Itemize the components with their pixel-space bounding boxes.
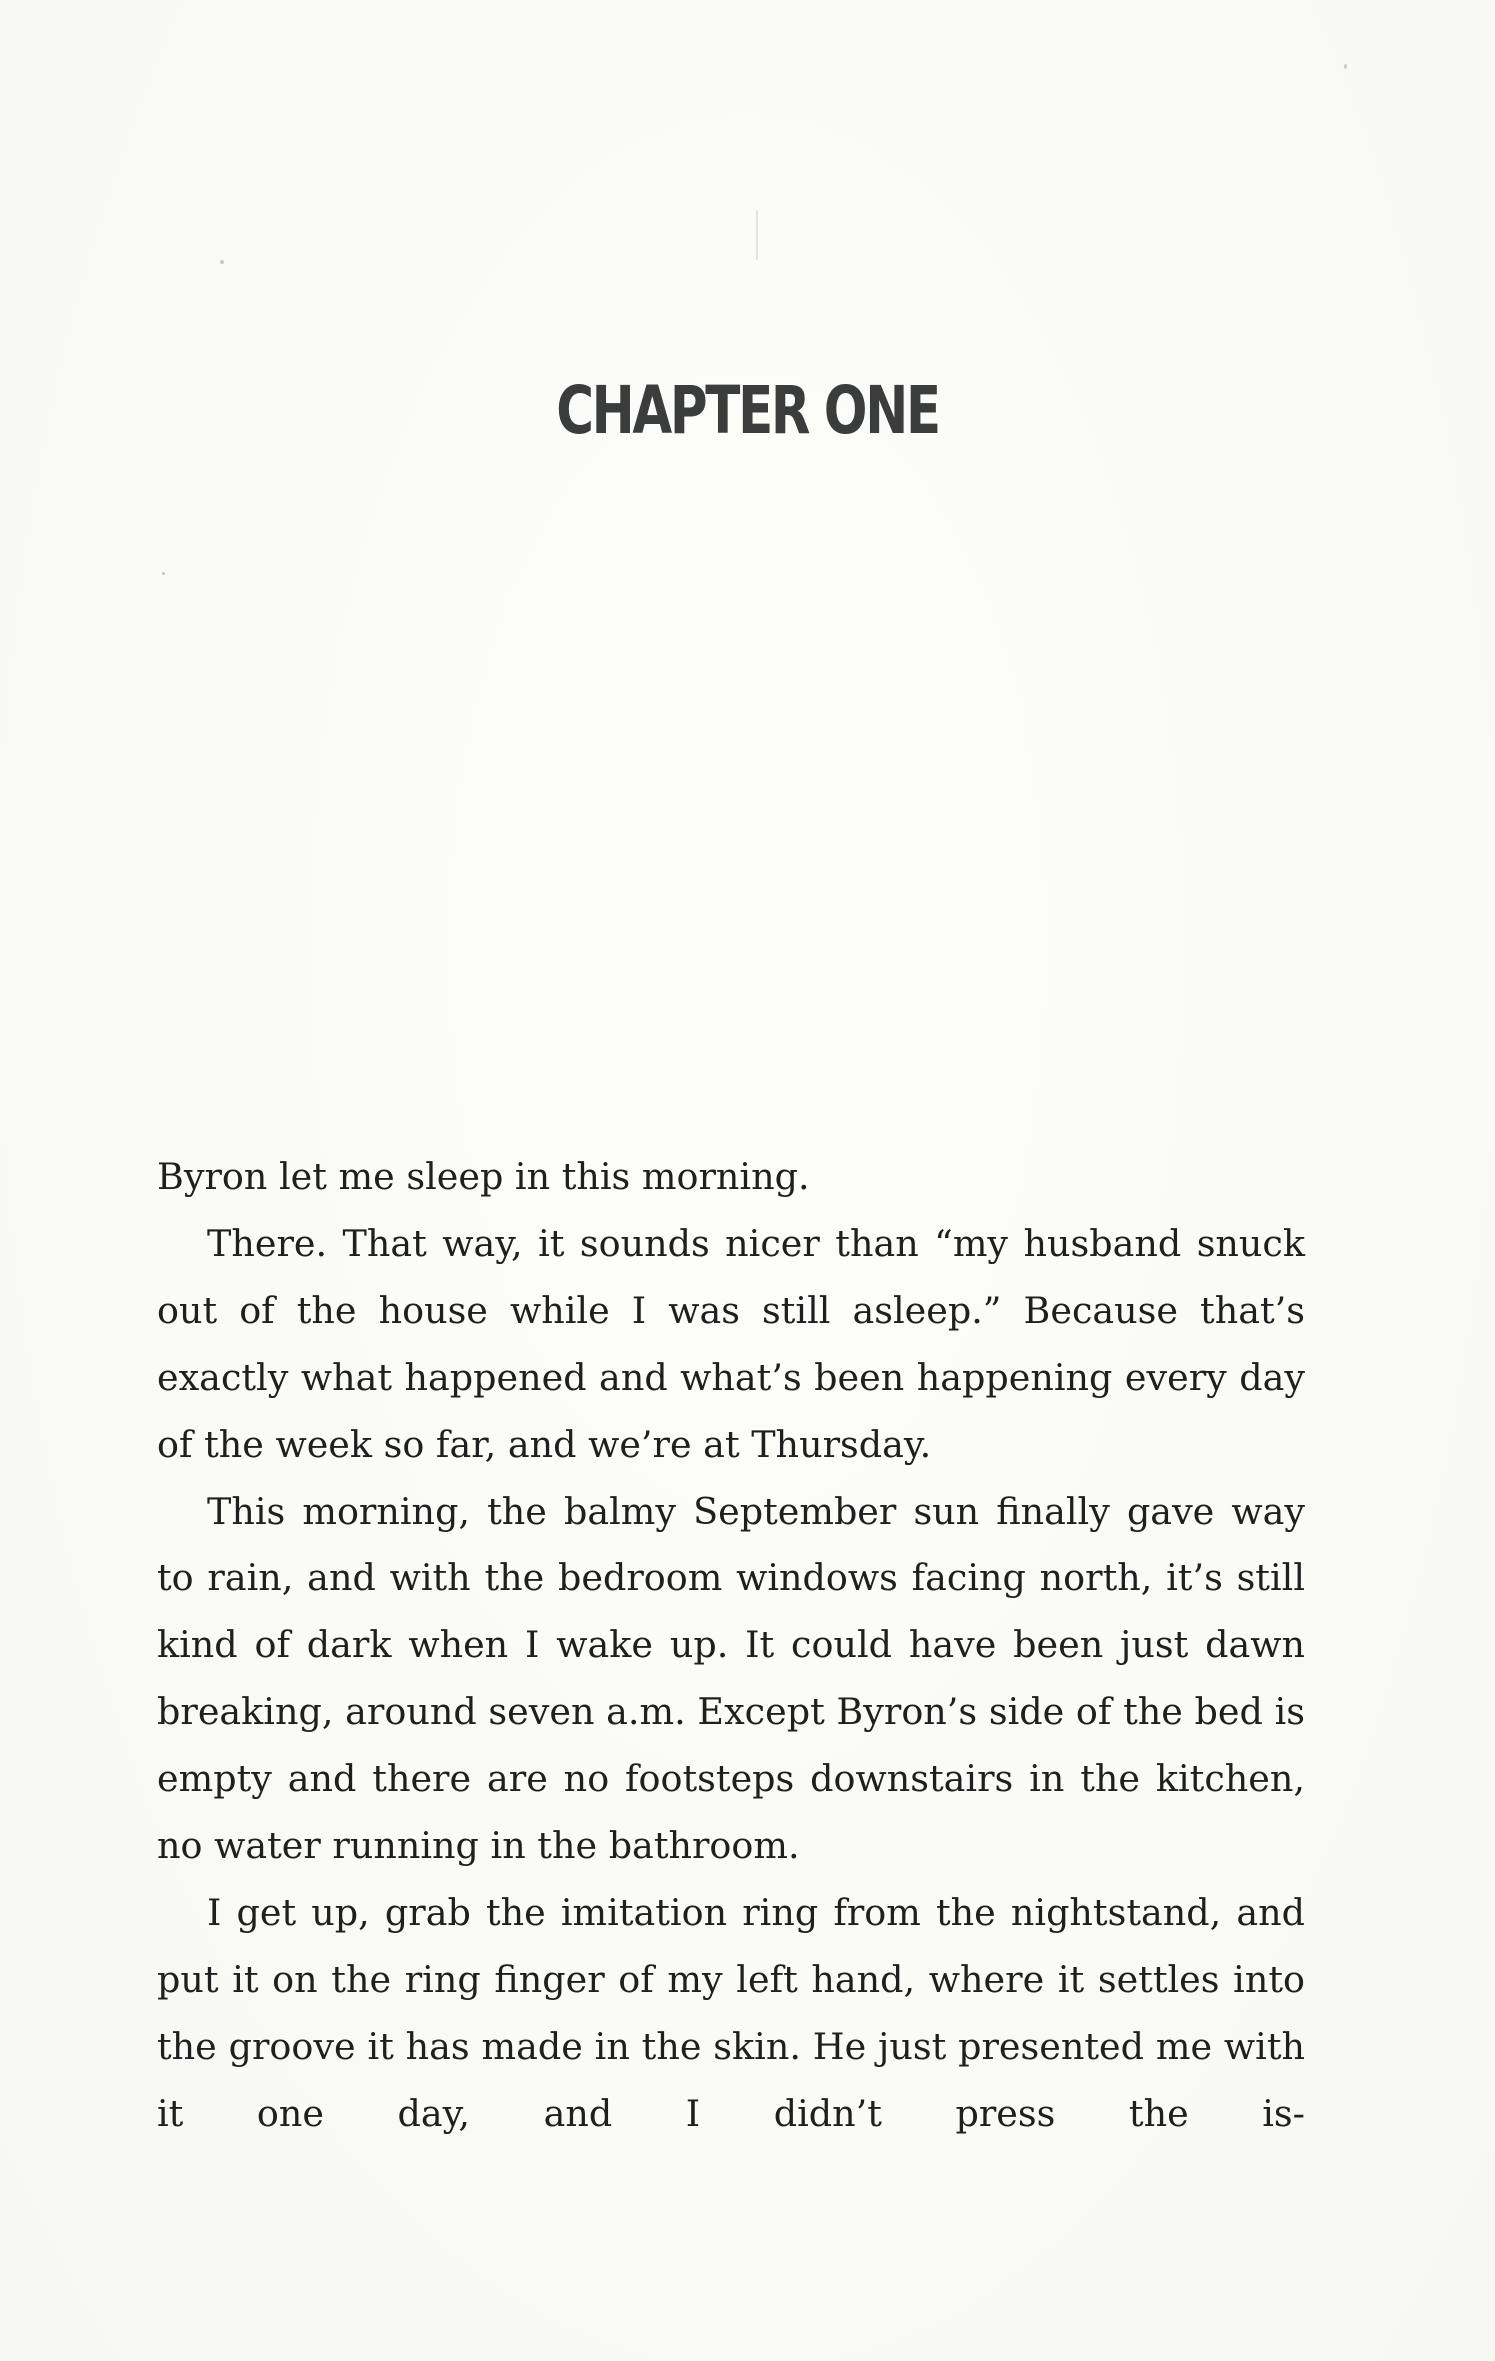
paper-speck [220, 260, 224, 264]
paragraph: There. That way, it sounds nicer than “my husband snuck out of the house while I was still asleep.” Because that’s exactly what happened and what’s been happening every day of the week so far, and we’re at Thursday. [157, 1221, 1305, 1466]
paragraph: Byron let me sleep in this morning. [157, 1155, 810, 1198]
paragraph: I get up, grab the imitation ring from the nightstand, and put it on the ring finger of my left hand, where it settles into the groove it has made in the skin. He just presented me with it one day, and I didn’t press the is- [157, 1890, 1305, 2135]
paper-speck [756, 210, 758, 260]
paper-speck [162, 572, 165, 575]
paragraph: This morning, the balmy September sun finally gave way to rain, and with the bedroom windows facing north, it’s still kind of dark when I wake up. It could have been just dawn breaking, around seven a.m. Except Byron’s side of the bed is empty and there are no footsteps downstairs in the kitchen, no water running in the bathroom. [157, 1489, 1305, 1868]
paper-speck [1344, 64, 1347, 69]
chapter-heading: CHAPTER ONE [556, 372, 939, 449]
body-text [157, 1144, 1305, 2148]
